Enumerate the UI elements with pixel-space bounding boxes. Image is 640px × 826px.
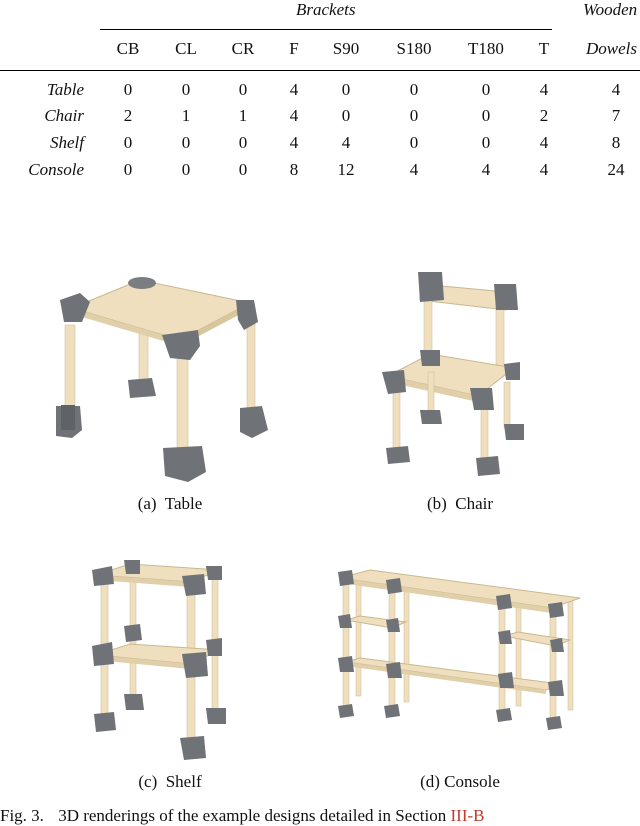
table-cell: 0 xyxy=(123,80,133,99)
table-cell: 0 xyxy=(181,80,191,99)
row-label: Console xyxy=(28,160,84,179)
figure-caption xyxy=(0,806,640,826)
table-cell: 0 xyxy=(181,160,191,179)
dowels-header: Dowels xyxy=(586,39,637,58)
col-header: CR xyxy=(231,39,255,58)
table-cell: 4 xyxy=(289,133,299,152)
row-label: Shelf xyxy=(50,133,84,152)
table-cell: 4 xyxy=(409,160,419,179)
console-model xyxy=(338,570,580,730)
table-cell: 0 xyxy=(181,133,191,152)
table-cell: 0 xyxy=(341,80,351,99)
table-cell: 4 xyxy=(289,106,299,125)
col-header: S90 xyxy=(332,39,360,58)
table-cell: 1 xyxy=(181,106,191,125)
table-cell: 8 xyxy=(611,133,621,152)
row-label: Table xyxy=(46,80,84,99)
caption-d: (d) Console xyxy=(420,772,500,791)
col-header: F xyxy=(289,39,299,58)
table-cell: 4 xyxy=(611,80,621,99)
caption-c: (c) Shelf xyxy=(138,772,202,791)
col-header: CB xyxy=(116,39,140,58)
wooden-header: Wooden xyxy=(583,0,638,19)
table-cell: 0 xyxy=(409,106,419,125)
table-cell: 12 xyxy=(337,160,355,179)
table-cell: 4 xyxy=(289,80,299,99)
table-cell: 8 xyxy=(289,160,299,179)
figure-caption-prefix: Fig. 3. xyxy=(0,806,44,825)
caption-a: (a) Table xyxy=(137,494,203,513)
table-cell: 24 xyxy=(607,160,625,179)
figure-caption-text: 3D renderings of the example designs detailed in Section xyxy=(58,806,447,825)
table-cell: 4 xyxy=(481,160,491,179)
table-cell: 4 xyxy=(341,133,351,152)
table-cell: 7 xyxy=(611,106,621,125)
table-cell: 0 xyxy=(341,106,351,125)
table-cell: 0 xyxy=(123,160,133,179)
table-cell: 2 xyxy=(539,106,549,125)
col-header: S180 xyxy=(396,39,432,58)
caption-b: (b) Chair xyxy=(426,494,494,513)
table-cell: 0 xyxy=(123,133,133,152)
col-header: T xyxy=(538,39,550,58)
col-header: T180 xyxy=(468,39,504,58)
table-cell: 2 xyxy=(123,106,133,125)
brackets-header: Brackets xyxy=(296,0,356,19)
table-cell: 0 xyxy=(238,80,248,99)
table-cell: 4 xyxy=(539,80,549,99)
table-cell: 0 xyxy=(409,133,419,152)
table-cell: 4 xyxy=(539,160,549,179)
table-cell: 1 xyxy=(238,106,248,125)
table-cell: 0 xyxy=(238,133,248,152)
table-cell: 0 xyxy=(481,80,491,99)
table-cell: 0 xyxy=(238,160,248,179)
table-cell: 0 xyxy=(481,133,491,152)
row-label: Chair xyxy=(44,106,84,125)
table-cell: 0 xyxy=(409,80,419,99)
table-cell: 0 xyxy=(481,106,491,125)
col-header: CL xyxy=(175,39,197,58)
table-cell: 4 xyxy=(539,133,549,152)
section-ref-link[interactable]: III-B xyxy=(450,806,485,825)
